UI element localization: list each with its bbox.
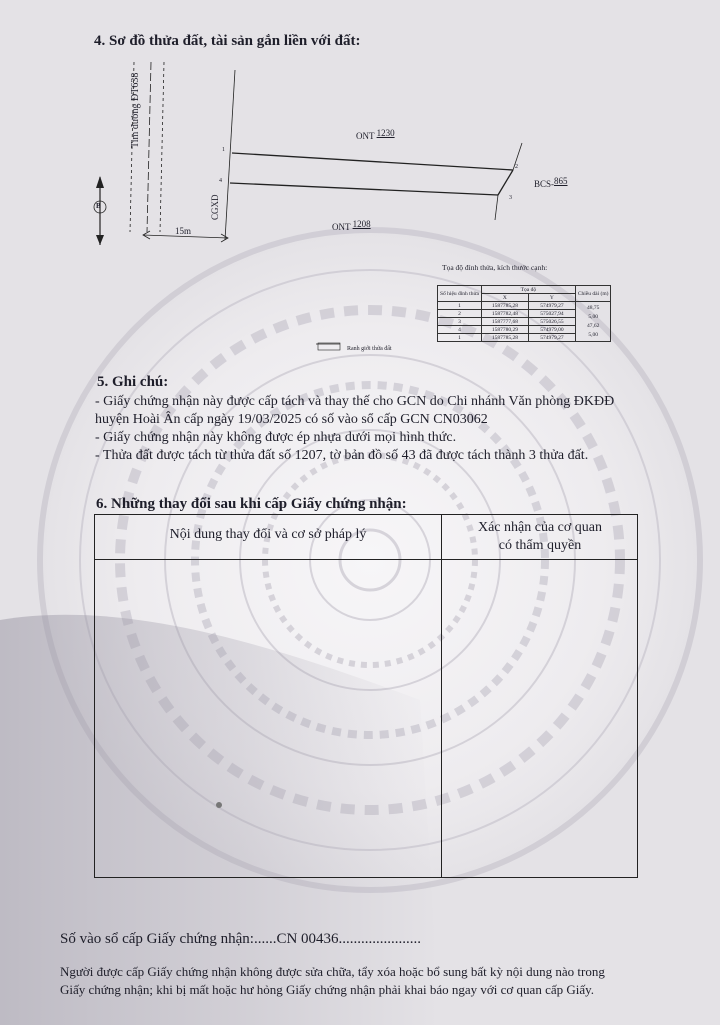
note-line-1: - Giấy chứng nhận này được cấp tách và thay thế cho GCN do Chi nhánh Văn phòng ĐKĐĐ xyxy=(95,394,615,409)
north-label: B xyxy=(96,202,101,210)
table-row: 3 1587777,68 575026,55 xyxy=(438,318,611,326)
parcel-diagram xyxy=(0,0,720,370)
neighbor-right: BCS-865 xyxy=(534,176,568,189)
table-row: 1 1587785,28 574979,27 xyxy=(438,334,611,342)
neighbor-top: ONT 1230 xyxy=(356,128,395,141)
table-row: 4 1587780,29 574979,00 xyxy=(438,326,611,334)
neighbor-line-lower xyxy=(495,195,498,220)
neighbor-bottom: ONT 1208 xyxy=(332,219,371,232)
section-5-title: 5. Ghi chú: xyxy=(97,374,169,390)
road-vertical-label: CGXD xyxy=(210,194,220,220)
parcel-edge-2-3 xyxy=(498,170,513,195)
vertex-1: 1 xyxy=(222,147,225,153)
table-row: 2 1587782,48 575027,94 xyxy=(438,310,611,318)
distance-label: 15m xyxy=(175,226,192,236)
register-number: Số vào sổ cấp Giấy chứng nhận:......CN 00436...................... xyxy=(60,931,422,947)
vertex-2: 2 xyxy=(515,164,518,170)
warning-line-1: Người được cấp Giấy chứng nhận không được sửa chữa, tẩy xóa hoặc bổ sung bất kỳ nội dung nào trong xyxy=(60,964,605,979)
road-centerline xyxy=(147,62,151,232)
warning-line-2: Giấy chứng nhận; khi bị mất hoặc hư hỏng Giấy chứng nhận phải khai báo ngay với cơ quan cấp Giấy. xyxy=(60,982,595,997)
changes-col-authority: Xác nhận của cơ quan có thẩm quyền xyxy=(477,520,602,553)
vertex-3: 3 xyxy=(509,195,512,201)
table-row: 1 1587785,28 574979,27 48,75 5,00 47,62 5,00 xyxy=(438,302,611,310)
note-line-3: - Giấy chứng nhận này không được ép nhựa dưới mọi hình thức. xyxy=(95,430,457,445)
north-arrow-head xyxy=(96,176,104,188)
coord-table-title: Tọa độ đỉnh thửa, kích thước cạnh: xyxy=(442,263,548,272)
parcel-edge-3-4 xyxy=(230,183,498,195)
parcel-edge-1-2 xyxy=(232,153,513,170)
note-line-4: - Thửa đất được tách từ thửa đất số 1207, tờ bản đồ số 43 đã được tách thành 3 thửa đất. xyxy=(95,448,589,463)
road-label: Tim đường ĐT638 xyxy=(130,72,141,148)
changes-col-content: Nội dung thay đổi và cơ sở pháp lý xyxy=(169,527,367,542)
note-line-2: huyện Hoài Ân cấp ngày 19/03/2025 có số vào sổ cấp GCN CN03062 xyxy=(95,412,488,427)
legend-label: Ranh giới thửa đất xyxy=(347,346,392,352)
construction-limit-line xyxy=(225,70,235,240)
coordinate-table: Số hiệu đỉnh thửa Tọa độ Chiều dài (m) X Y 1 1587785,28 574979,27 48,75 5,00 47,62 5,00 2 1587782,48 575027,94 3 1587777,68 575026,55 4 1587780,29 574979,00 1 1587785,28 574979,27 xyxy=(437,285,611,342)
section-4-title: 4. Sơ đồ thửa đất, tài sản gắn liền với đất: xyxy=(94,33,361,49)
section-6-title: 6. Những thay đổi sau khi cấp Giấy chứng nhận: xyxy=(96,496,407,512)
road-edge-right xyxy=(160,62,164,232)
changes-table xyxy=(94,514,638,878)
vertex-4: 4 xyxy=(219,178,222,184)
